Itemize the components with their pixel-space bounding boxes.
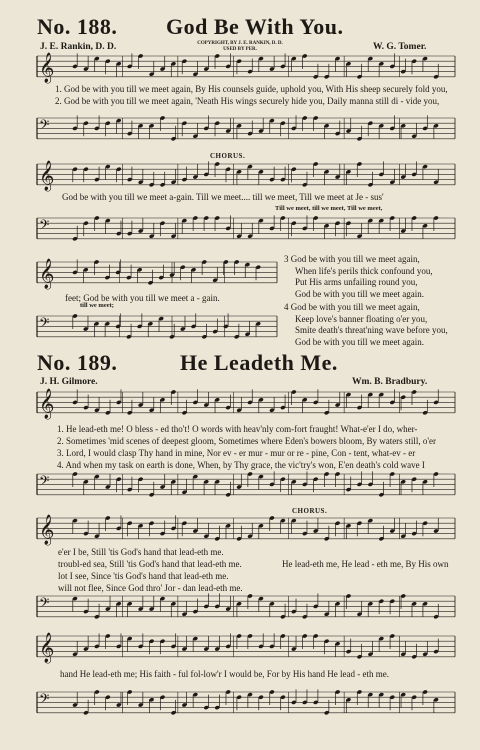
hymn-189-title: He Leadeth Me. — [180, 350, 338, 375]
hymn-189-verse-3: 3. Lord, I would clasp Thy hand in mine, Nor ev - er mur - mur or re - pine, Con - tent, what-ev - er — [57, 448, 416, 458]
stanza-line: Put His arms unfailing round you, — [295, 277, 418, 287]
stanza-line: God be with you till we meet again. — [295, 336, 424, 347]
hymn-189-number: No. 189. — [37, 350, 118, 375]
treble-clef-icon: 𝄞 — [39, 53, 55, 83]
staff-bass — [37, 116, 455, 144]
bass-clef-icon: 𝄢 — [39, 217, 50, 236]
stanza-line: Keep love's banner floating o'er you, — [295, 313, 428, 324]
hymn-189-chorus-text: He lead-eth me, He lead - eth me, By His own — [282, 559, 449, 569]
bass-clef-icon: 𝄢 — [39, 473, 50, 492]
stanza-line: God be with you till we meet again. — [295, 288, 424, 299]
hymn-188-chorus-echo: Till we meet, till we meet, Till we meet, — [275, 205, 383, 212]
bass-clef-icon: 𝄢 — [39, 315, 50, 334]
hymn-189-lyricist: J. H. Gilmore. — [40, 377, 98, 387]
hymn-188-ending-echo: till we meet; — [80, 302, 114, 309]
staff-bass — [37, 472, 455, 500]
staff-treble — [37, 390, 455, 418]
bass-clef-icon: 𝄢 — [39, 595, 50, 614]
staff-treble — [37, 162, 455, 190]
treble-clef-icon: 𝄞 — [39, 259, 55, 289]
staff-bass — [37, 690, 455, 718]
hymn-188-chorus-label: CHORUS. — [210, 152, 246, 160]
hymn-188-chorus-line: God be with you till we meet a-gain. Till we meet.... till we meet, Till we meet at Je - sus' — [62, 192, 384, 202]
bass-clef-icon: 𝄢 — [39, 117, 50, 136]
hymn-189-system2-line-1: e'er I be, Still 'tis God's hand that lead-eth me. — [58, 547, 224, 557]
stanza-line: 3 God be with you till we meet again, — [284, 254, 420, 264]
hymn-188-number: No. 188. — [37, 14, 118, 39]
hymn-188-composer: W. G. Tomer. — [373, 42, 427, 52]
hymn-189-chorus-label: CHORUS. — [292, 507, 328, 515]
staff-treble — [37, 516, 455, 544]
hymn-188-verse-2: 2. God be with you till we meet again, 'Neath His wings securely hide you, Daily manna still di - vide you, — [55, 96, 440, 106]
hymn-188-copyright — [190, 41, 290, 53]
hymn-188-stanza-4 — [284, 302, 448, 348]
staff-bass — [37, 594, 455, 622]
hymn-189-composer: Wm. B. Bradbury. — [352, 377, 428, 387]
stanza-line: Smite death's threat'ning wave before you, — [295, 325, 448, 335]
staff-treble — [37, 54, 455, 82]
treble-clef-icon: 𝄞 — [39, 633, 55, 663]
hymn-188-stanza-3 — [284, 254, 433, 300]
stanza-line: When life's perils thick confound you, — [295, 265, 433, 276]
stanza-line: 4 God be with you till we meet again, — [284, 302, 420, 312]
hymn-189-verse-4: 4. And when my task on earth is done, When, by Thy grace, the vic'try's won, E'en death's cold wave I — [57, 460, 425, 470]
staff-bass — [37, 216, 455, 244]
treble-clef-icon: 𝄞 — [39, 515, 55, 545]
staff-bass — [37, 314, 277, 342]
hymn-188-title: God Be With You. — [166, 14, 344, 39]
hymn-188-ending-line: feet; God be with you till we meet a - gain. — [65, 293, 220, 303]
treble-clef-icon: 𝄞 — [39, 161, 55, 191]
bass-clef-icon: 𝄢 — [39, 691, 50, 710]
hymn-189-verse-1: 1. He lead-eth me! O bless - ed tho't! O words with heav'nly com-fort fraught! What-e'er I do, wher- — [57, 424, 418, 434]
copyright-line: USED BY PER. — [223, 47, 257, 52]
staff-treble — [37, 634, 455, 662]
staff-treble — [37, 260, 277, 288]
hymn-188-lyricist: J. E. Rankin, D. D. — [40, 42, 117, 52]
hymn-189-system2-line-3: lot I see, Since 'tis God's hand that lead-eth me. — [58, 571, 229, 581]
hymn-189-final-line: hand He lead-eth me; His faith - ful fol-low'r I would be, For by His hand He lead - eth me. — [60, 669, 390, 679]
hymn-189-verse-2: 2. Sometimes 'mid scenes of deepest gloom, Sometimes where Eden's bowers bloom, By waters still, o'er — [57, 436, 437, 446]
hymn-189-system2-line-4: will not flee, Since God thro' Jor - dan lead-eth me. — [58, 583, 243, 593]
treble-clef-icon: 𝄞 — [39, 389, 55, 419]
copyright-line: COPYRIGHT, BY J. E. RANKIN, D. D. — [197, 41, 283, 46]
hymn-188-verse-1: 1. God be with you till we meet again, By His counsels guide, uphold you, With His sheep securely fold you, — [55, 84, 448, 94]
hymn-189-system2-line-2: troubl-ed sea, Still 'tis God's hand that lead-eth me. — [58, 559, 242, 569]
